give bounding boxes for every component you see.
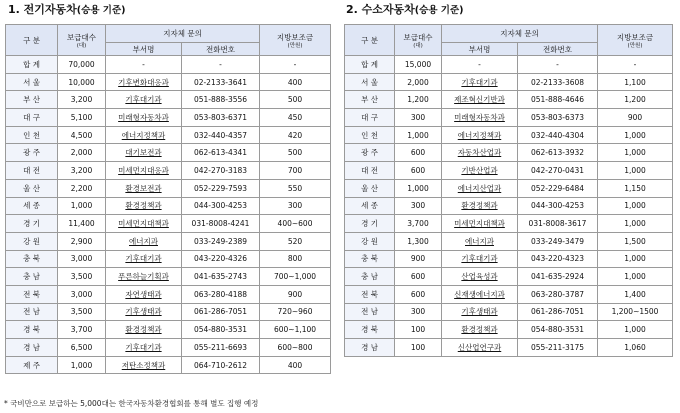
cell-phone: 043-220-4323 xyxy=(518,250,598,268)
cell-supply: 600 xyxy=(395,144,442,162)
table-row xyxy=(345,73,673,91)
cell-region: 세 종 xyxy=(345,197,395,215)
dept-name: 미래형자동차과 xyxy=(118,112,169,122)
cell-dept xyxy=(442,109,518,127)
table-row xyxy=(345,285,673,303)
ev-header-phone: 전화번호 xyxy=(182,43,260,56)
cell-subsidy: 300 xyxy=(260,197,331,215)
table-row xyxy=(6,268,331,286)
table-row xyxy=(6,321,331,339)
cell-phone: 02-2133-3641 xyxy=(182,73,260,91)
cell-subsidy: 1,000 xyxy=(598,162,673,180)
cell-supply: 3,200 xyxy=(58,162,106,180)
table-row xyxy=(6,144,331,162)
cell-phone: - xyxy=(182,56,260,74)
ev-title-sub: (승용 기준) xyxy=(76,5,126,16)
dept-name: 기후대기과 xyxy=(125,254,162,264)
cell-dept xyxy=(106,109,182,127)
dept-name: 신재생에너지과 xyxy=(454,289,505,299)
cell-region: 충 북 xyxy=(6,250,58,268)
cell-region: 부 산 xyxy=(6,91,58,109)
table-row xyxy=(6,303,331,321)
table-row xyxy=(345,109,673,127)
fcev-header-phone: 전화번호 xyxy=(518,43,598,56)
table-row xyxy=(6,91,331,109)
dept-name: 미세먼지대응과 xyxy=(118,165,169,175)
ev-header-supply xyxy=(58,25,106,56)
cell-subsidy: - xyxy=(260,56,331,74)
table-row xyxy=(6,250,331,268)
dept-name: 미세먼지대책과 xyxy=(118,219,169,229)
cell-supply: 1,000 xyxy=(58,197,106,215)
cell-region: 강 원 xyxy=(6,232,58,250)
dept-name: 푸른하늘기획과 xyxy=(118,272,169,282)
cell-subsidy: 1,400 xyxy=(598,285,673,303)
cell-supply: 3,700 xyxy=(395,215,442,233)
dept-name: 신산업연구과 xyxy=(457,342,502,352)
cell-subsidy: 900 xyxy=(598,109,673,127)
cell-dept xyxy=(442,303,518,321)
cell-supply: 2,000 xyxy=(395,73,442,91)
cell-region: 합 계 xyxy=(6,56,58,74)
cell-region: 대 전 xyxy=(345,162,395,180)
cell-dept xyxy=(442,339,518,357)
cell-subsidy: 400~600 xyxy=(260,215,331,233)
cell-supply: 1,200 xyxy=(395,91,442,109)
cell-subsidy: 420 xyxy=(260,126,331,144)
dept-name: 자동차산업과 xyxy=(457,148,502,158)
cell-dept xyxy=(106,232,182,250)
dept-name: 에너지과 xyxy=(129,236,158,246)
cell-supply: 3,000 xyxy=(58,285,106,303)
cell-subsidy: 550 xyxy=(260,179,331,197)
table-row xyxy=(6,356,331,374)
cell-phone: 052-229-7593 xyxy=(182,179,260,197)
ev-header-region: 구 분 xyxy=(6,25,58,56)
cell-region: 광 주 xyxy=(6,144,58,162)
table-row xyxy=(345,144,673,162)
cell-phone: 051-888-3556 xyxy=(182,91,260,109)
cell-subsidy: 400 xyxy=(260,356,331,374)
cell-supply: 2,900 xyxy=(58,232,106,250)
cell-dept: - xyxy=(106,56,182,74)
cell-subsidy: 1,150 xyxy=(598,179,673,197)
ev-section-title xyxy=(8,1,126,17)
cell-subsidy: 720~960 xyxy=(260,303,331,321)
cell-region: 인 천 xyxy=(345,126,395,144)
cell-region: 합 계 xyxy=(345,56,395,74)
cell-dept xyxy=(442,321,518,339)
table-row xyxy=(345,339,673,357)
cell-subsidy: 1,000 xyxy=(598,197,673,215)
cell-phone: 053-803-6373 xyxy=(518,109,598,127)
cell-dept xyxy=(106,303,182,321)
cell-supply: 600 xyxy=(395,162,442,180)
cell-dept xyxy=(106,179,182,197)
cell-phone: 054-880-3531 xyxy=(518,321,598,339)
table-row xyxy=(6,162,331,180)
table-row xyxy=(6,339,331,357)
cell-dept xyxy=(442,250,518,268)
cell-supply: 11,400 xyxy=(58,215,106,233)
cell-dept xyxy=(442,126,518,144)
table-row xyxy=(345,250,673,268)
cell-subsidy: 1,000 xyxy=(598,321,673,339)
cell-region: 서 울 xyxy=(345,73,395,91)
ev-header-subsidy-unit: (만원) xyxy=(287,42,303,49)
cell-supply: 900 xyxy=(395,250,442,268)
cell-phone: 042-270-3183 xyxy=(182,162,260,180)
cell-region: 강 원 xyxy=(345,232,395,250)
table-row xyxy=(345,303,673,321)
cell-supply: 10,000 xyxy=(58,73,106,91)
cell-region: 대 전 xyxy=(6,162,58,180)
cell-subsidy: 700 xyxy=(260,162,331,180)
table-row xyxy=(6,109,331,127)
cell-supply: 4,500 xyxy=(58,126,106,144)
cell-subsidy: 1,000 xyxy=(598,144,673,162)
cell-supply: 300 xyxy=(395,109,442,127)
cell-dept xyxy=(442,144,518,162)
cell-subsidy: 600~800 xyxy=(260,339,331,357)
cell-subsidy: 1,200 xyxy=(598,91,673,109)
cell-region: 광 주 xyxy=(345,144,395,162)
cell-region: 세 종 xyxy=(6,197,58,215)
fcev-header-subsidy xyxy=(598,25,673,56)
fcev-title-sub: (승용 기준) xyxy=(414,5,464,16)
dept-name: 환경정책과 xyxy=(125,201,162,211)
cell-region: 충 남 xyxy=(345,268,395,286)
cell-phone: 044-300-4253 xyxy=(182,197,260,215)
cell-phone: 031-8008-4241 xyxy=(182,215,260,233)
cell-dept: - xyxy=(442,56,518,74)
cell-supply: 100 xyxy=(395,321,442,339)
cell-dept xyxy=(106,321,182,339)
dept-name: 산업육성과 xyxy=(461,272,498,282)
cell-phone: 044-300-4253 xyxy=(518,197,598,215)
cell-phone: 063-280-3787 xyxy=(518,285,598,303)
ev-header-supply-unit: (대) xyxy=(76,42,87,49)
cell-dept xyxy=(106,162,182,180)
cell-supply: 5,100 xyxy=(58,109,106,127)
dept-name: 기후대기과 xyxy=(125,342,162,352)
cell-dept xyxy=(442,268,518,286)
cell-subsidy: 1,000 xyxy=(598,268,673,286)
cell-phone: 041-635-2743 xyxy=(182,268,260,286)
cell-supply: 1,000 xyxy=(395,179,442,197)
table-row xyxy=(345,126,673,144)
cell-phone: 031-8008-3617 xyxy=(518,215,598,233)
cell-phone: 055-211-3175 xyxy=(518,339,598,357)
ev-header-contact: 지자체 문의 xyxy=(106,25,260,43)
cell-region: 서 울 xyxy=(6,73,58,91)
dept-name: 기반산업과 xyxy=(461,165,498,175)
cell-dept xyxy=(106,250,182,268)
table-row xyxy=(345,162,673,180)
dept-name: 환경정책과 xyxy=(461,325,498,335)
table-row xyxy=(6,179,331,197)
table-row xyxy=(6,285,331,303)
cell-region: 충 북 xyxy=(345,250,395,268)
cell-supply: 3,700 xyxy=(58,321,106,339)
cell-phone: 042-270-0431 xyxy=(518,162,598,180)
cell-subsidy: 450 xyxy=(260,109,331,127)
cell-subsidy: 1,000 xyxy=(598,250,673,268)
table-row xyxy=(6,126,331,144)
cell-supply: 3,200 xyxy=(58,91,106,109)
cell-phone: 061-286-7051 xyxy=(518,303,598,321)
cell-phone: 043-220-4326 xyxy=(182,250,260,268)
cell-subsidy: 600~1,100 xyxy=(260,321,331,339)
cell-phone: 054-880-3531 xyxy=(182,321,260,339)
cell-subsidy: 400 xyxy=(260,73,331,91)
cell-phone: 033-249-3479 xyxy=(518,232,598,250)
cell-supply: 1,000 xyxy=(395,126,442,144)
dept-name: 기후생태과 xyxy=(461,307,498,317)
cell-subsidy: 900 xyxy=(260,285,331,303)
cell-dept xyxy=(106,285,182,303)
cell-supply: 600 xyxy=(395,268,442,286)
cell-subsidy: 520 xyxy=(260,232,331,250)
cell-region: 전 북 xyxy=(345,285,395,303)
dept-name: 기후대기과 xyxy=(125,95,162,105)
cell-dept xyxy=(106,197,182,215)
cell-dept xyxy=(106,268,182,286)
fcev-header-supply xyxy=(395,25,442,56)
cell-phone: 041-635-2924 xyxy=(518,268,598,286)
table-row xyxy=(6,197,331,215)
ev-header-supply-label: 보급대수 xyxy=(67,32,96,42)
cell-dept xyxy=(106,91,182,109)
dept-name: 환경정책과 xyxy=(125,325,162,335)
table-row xyxy=(6,73,331,91)
cell-subsidy: 1,200~1500 xyxy=(598,303,673,321)
dept-name: 에너지산업과 xyxy=(457,183,502,193)
dept-name: 미세먼지대책과 xyxy=(454,219,505,229)
cell-subsidy: 700~1,000 xyxy=(260,268,331,286)
table-row xyxy=(345,321,673,339)
cell-dept xyxy=(106,215,182,233)
cell-region: 부 산 xyxy=(345,91,395,109)
fcev-header-region: 구 분 xyxy=(345,25,395,56)
cell-phone: 063-280-4188 xyxy=(182,285,260,303)
cell-phone: 033-249-2389 xyxy=(182,232,260,250)
cell-dept xyxy=(106,356,182,374)
table-row xyxy=(345,215,673,233)
cell-phone: 052-229-6484 xyxy=(518,179,598,197)
cell-dept xyxy=(442,197,518,215)
dept-name: 자연생태과 xyxy=(125,289,162,299)
cell-phone: 02-2133-3608 xyxy=(518,73,598,91)
fcev-header-supply-label: 보급대수 xyxy=(403,32,433,42)
cell-supply: 2,000 xyxy=(58,144,106,162)
cell-subsidy: 500 xyxy=(260,144,331,162)
dept-name: 에너지정책과 xyxy=(457,130,502,140)
cell-region: 충 남 xyxy=(6,268,58,286)
cell-region: 경 남 xyxy=(345,339,395,357)
cell-subsidy: 800 xyxy=(260,250,331,268)
fcev-header-dept: 부서명 xyxy=(442,43,518,56)
ev-subsidy-table xyxy=(5,24,331,374)
cell-region: 제 주 xyxy=(6,356,58,374)
dept-name: 미래형자동차과 xyxy=(454,112,505,122)
fcev-header-contact: 지자체 문의 xyxy=(442,25,598,43)
cell-dept xyxy=(106,126,182,144)
cell-supply: 3,000 xyxy=(58,250,106,268)
cell-dept xyxy=(442,162,518,180)
cell-phone: 055-211-6693 xyxy=(182,339,260,357)
cell-region: 전 북 xyxy=(6,285,58,303)
cell-region: 경 남 xyxy=(6,339,58,357)
fcev-section-title xyxy=(346,1,464,17)
cell-supply: 3,500 xyxy=(58,268,106,286)
total-row xyxy=(6,56,331,74)
cell-dept xyxy=(442,91,518,109)
dept-name: 기후대기과 xyxy=(461,254,498,264)
cell-region: 인 천 xyxy=(6,126,58,144)
cell-phone: 062-613-4341 xyxy=(182,144,260,162)
cell-phone: 032-440-4357 xyxy=(182,126,260,144)
cell-subsidy: - xyxy=(598,56,673,74)
cell-supply: 1,000 xyxy=(58,356,106,374)
cell-dept xyxy=(106,73,182,91)
dept-name: 대기보전과 xyxy=(125,148,162,158)
cell-supply: 2,200 xyxy=(58,179,106,197)
ev-header-subsidy xyxy=(260,25,331,56)
cell-supply: 300 xyxy=(395,303,442,321)
fcev-header-subsidy-label: 지방보조금 xyxy=(616,32,654,42)
table-row xyxy=(345,232,673,250)
dept-name: 저탄소정책과 xyxy=(121,360,166,370)
cell-dept xyxy=(106,339,182,357)
fcev-header-supply-unit: (대) xyxy=(413,42,423,49)
table-row xyxy=(6,232,331,250)
table-row xyxy=(345,197,673,215)
cell-subsidy: 1,000 xyxy=(598,126,673,144)
cell-supply: 300 xyxy=(395,197,442,215)
cell-supply: 1,300 xyxy=(395,232,442,250)
cell-region: 경 기 xyxy=(345,215,395,233)
cell-phone: 061-286-7051 xyxy=(182,303,260,321)
dept-name: 환경정책과 xyxy=(461,201,498,211)
cell-phone: 064-710-2612 xyxy=(182,356,260,374)
cell-phone: 053-803-6371 xyxy=(182,109,260,127)
cell-region: 전 남 xyxy=(6,303,58,321)
cell-supply: 70,000 xyxy=(58,56,106,74)
ev-title: 1. 전기자동차 xyxy=(8,3,77,16)
cell-dept xyxy=(442,285,518,303)
cell-phone: 051-888-4646 xyxy=(518,91,598,109)
cell-subsidy: 1,060 xyxy=(598,339,673,357)
cell-region: 전 남 xyxy=(345,303,395,321)
dept-name: 제조혁신기반과 xyxy=(454,95,505,105)
cell-dept xyxy=(442,179,518,197)
cell-subsidy: 1,000 xyxy=(598,215,673,233)
cell-region: 대 구 xyxy=(345,109,395,127)
cell-region: 경 북 xyxy=(345,321,395,339)
ev-header-subsidy-label: 지방보조금 xyxy=(276,32,314,42)
cell-supply: 6,500 xyxy=(58,339,106,357)
dept-name: 기후생태과 xyxy=(125,307,162,317)
cell-dept xyxy=(442,215,518,233)
cell-region: 울 산 xyxy=(6,179,58,197)
table-row xyxy=(345,91,673,109)
cell-dept xyxy=(442,232,518,250)
fcev-header-subsidy-unit: (만원) xyxy=(627,42,643,49)
cell-supply: 15,000 xyxy=(395,56,442,74)
table-row xyxy=(6,215,331,233)
dept-name: 에너지과 xyxy=(465,236,494,246)
cell-phone: 032-440-4304 xyxy=(518,126,598,144)
fcev-subsidy-table xyxy=(344,24,673,357)
table-row xyxy=(345,268,673,286)
cell-dept xyxy=(442,73,518,91)
cell-region: 대 구 xyxy=(6,109,58,127)
dept-name: 기후대기과 xyxy=(461,77,498,87)
cell-dept xyxy=(106,144,182,162)
cell-phone: - xyxy=(518,56,598,74)
dept-name: 에너지정책과 xyxy=(121,130,166,140)
cell-subsidy: 1,100 xyxy=(598,73,673,91)
total-row xyxy=(345,56,673,74)
dept-name: 기후변화대응과 xyxy=(118,77,169,87)
cell-region: 경 기 xyxy=(6,215,58,233)
table-row xyxy=(345,179,673,197)
cell-subsidy: 500 xyxy=(260,91,331,109)
cell-region: 울 산 xyxy=(345,179,395,197)
cell-subsidy: 1,500 xyxy=(598,232,673,250)
fcev-title: 2. 수소자동차 xyxy=(346,3,415,16)
cell-supply: 600 xyxy=(395,285,442,303)
cell-region: 경 북 xyxy=(6,321,58,339)
cell-phone: 062-613-3932 xyxy=(518,144,598,162)
footnote: * 국비만으로 보급하는 5,000대는 한국자동차환경협회를 통해 별도 집행 예정 xyxy=(4,399,259,408)
dept-name: 환경보전과 xyxy=(125,183,162,193)
ev-header-dept: 부서명 xyxy=(106,43,182,56)
cell-supply: 100 xyxy=(395,339,442,357)
cell-supply: 3,500 xyxy=(58,303,106,321)
